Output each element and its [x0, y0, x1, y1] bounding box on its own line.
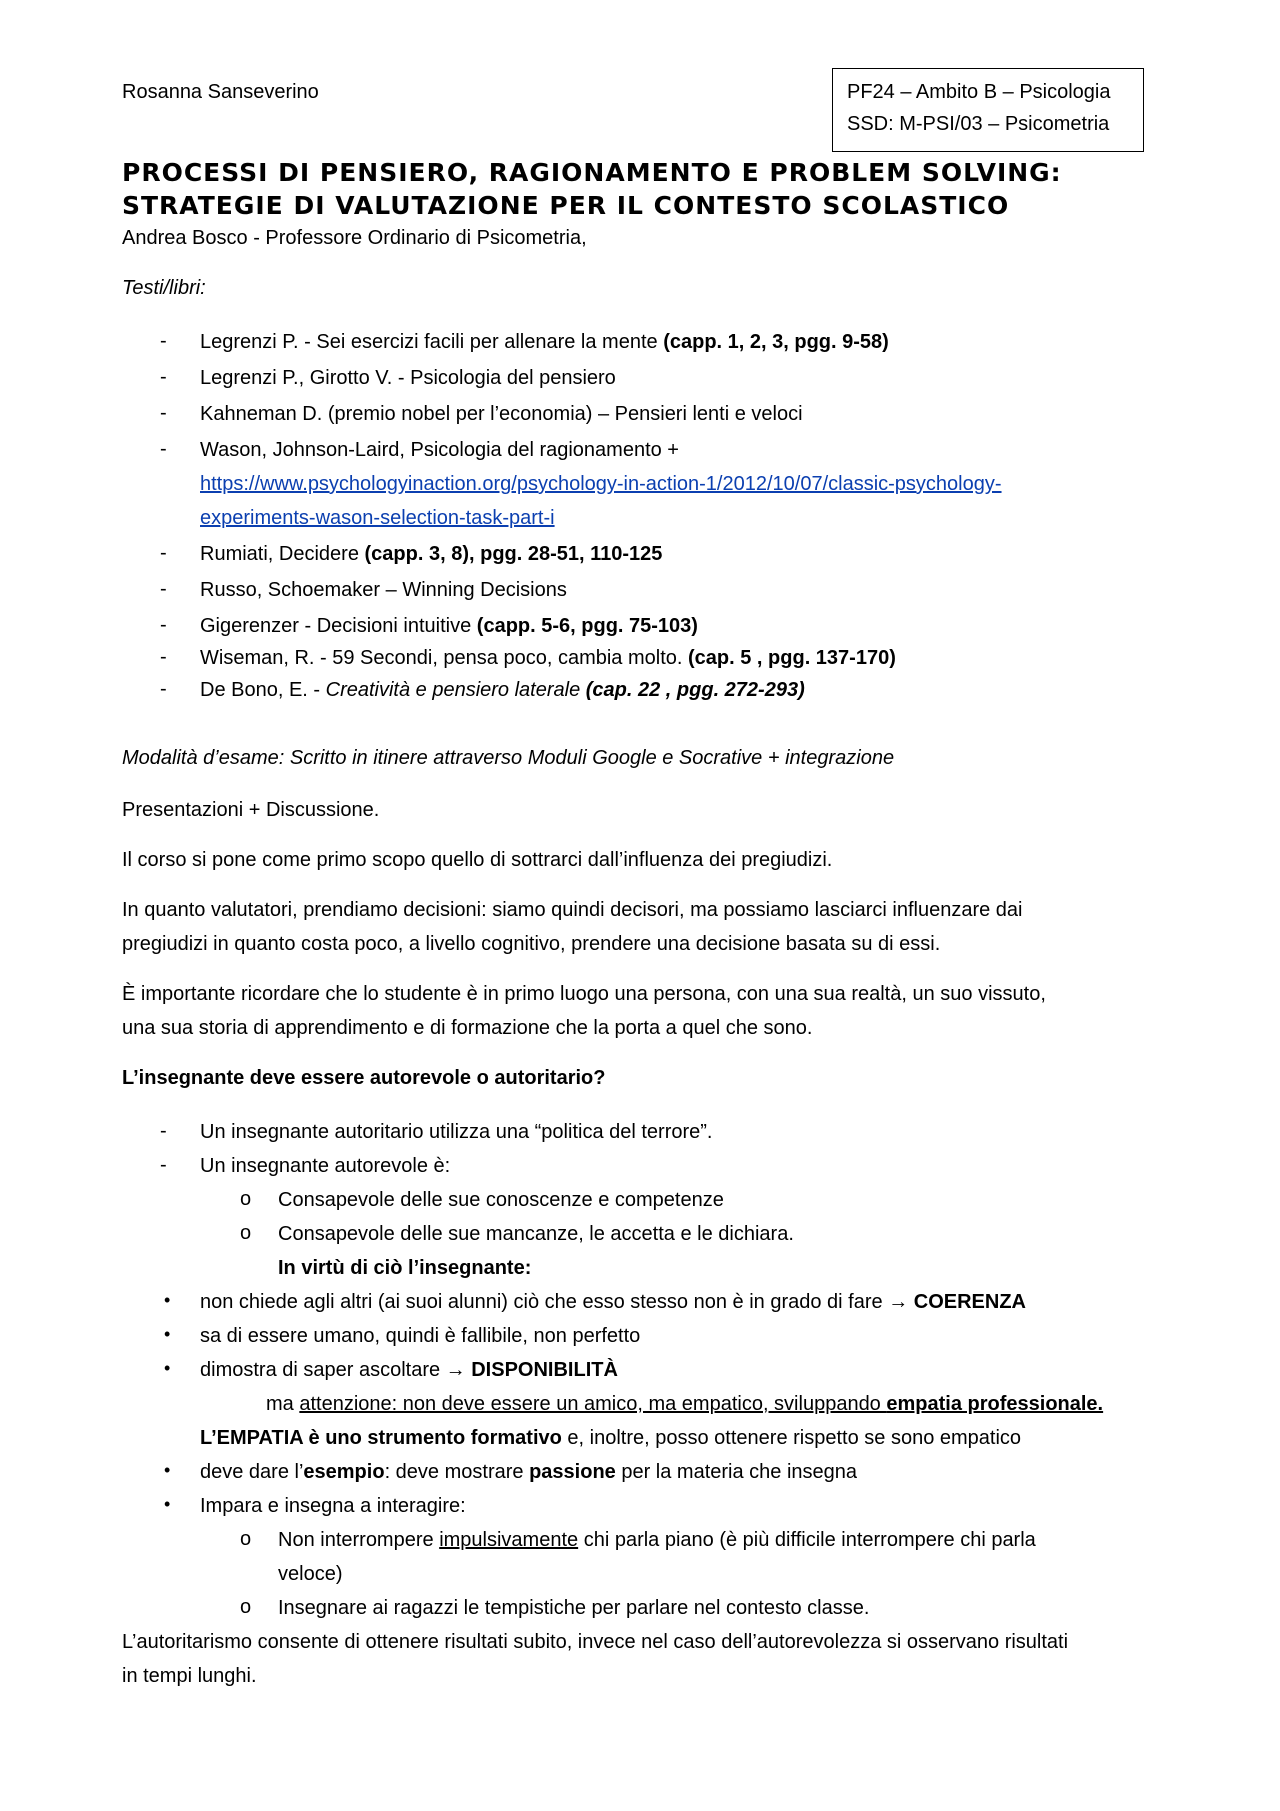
book-item: De Bono, E. - Creatività e pensiero laterale (cap. 22 , pgg. 272-293): [200, 679, 805, 701]
presentations-line: Presentazioni + Discussione.: [122, 799, 380, 821]
list-dash: -: [160, 330, 167, 352]
book-item: Wason, Johnson-Laird, Psicologia del ragionamento +: [200, 439, 679, 461]
title-line-2: STRATEGIE DI VALUTAZIONE PER IL CONTESTO SCOLASTICO: [122, 191, 1010, 220]
list-dash: -: [160, 402, 167, 424]
circle-bullet: o: [240, 1222, 252, 1244]
course-info-box: [832, 68, 1144, 152]
books-heading: Testi/libri:: [122, 277, 206, 299]
interact-sub-item-continued: veloce): [278, 1563, 343, 1585]
student-paragraph-line-2: una sua storia di apprendimento e di formazione che la porta a quel che sono.: [122, 1017, 813, 1039]
circle-bullet: o: [240, 1596, 252, 1618]
dot-bullet: •: [164, 1460, 171, 1480]
teacher-item: Un insegnante autoritario utilizza una “politica del terrore”.: [200, 1121, 713, 1143]
authoritative-sub-item: Consapevole delle sue conoscenze e competenze: [278, 1189, 724, 1211]
book-item: Russo, Schoemaker – Winning Decisions: [200, 579, 567, 601]
list-dash: -: [160, 614, 167, 636]
closing-line-1: L’autoritarismo consente di ottenere risultati subito, invece nel caso dell’autorevolezza si osservano risultati: [122, 1631, 1069, 1653]
wason-link-continued[interactable]: experiments-wason-selection-task-part-i: [200, 507, 555, 529]
virtue-item-example: deve dare l’esempio: deve mostrare passione per la materia che insegna: [200, 1461, 858, 1483]
title-line-1: PROCESSI DI PENSIERO, RAGIONAMENTO E PROBLEM SOLVING:: [122, 158, 1062, 187]
wason-link[interactable]: https://www.psychologyinaction.org/psychology-in-action-1/2012/10/07/classic-psychology-: [200, 473, 1002, 495]
list-dash: -: [160, 542, 167, 564]
list-dash: -: [160, 438, 167, 460]
virtue-item-coherence: non chiede agli altri (ai suoi alunni) ciò che esso stesso non è in grado di fare → COERENZA: [200, 1291, 1026, 1313]
closing-line-2: in tempi lunghi.: [122, 1665, 257, 1687]
interact-sub-item: Non interrompere impulsivamente chi parla piano (è più difficile interrompere chi parla: [278, 1529, 1036, 1551]
book-item: Kahneman D. (premio nobel per l’economia) – Pensieri lenti e veloci: [200, 403, 803, 425]
circle-bullet: o: [240, 1528, 252, 1550]
virtue-heading: In virtù di ciò l’insegnante:: [278, 1257, 532, 1279]
authoritative-sub-item: Consapevole delle sue mancanze, le accetta e le dichiara.: [278, 1223, 794, 1245]
book-item: Wiseman, R. - 59 Secondi, pensa poco, cambia molto. (cap. 5 , pgg. 137-170): [200, 647, 896, 669]
course-aim-paragraph: Il corso si pone come primo scopo quello di sottrarci dall’influenza dei pregiudizi.: [122, 849, 833, 871]
book-item: Rumiati, Decidere (capp. 3, 8), pgg. 28-51, 110-125: [200, 543, 663, 565]
empathy-note: L’EMPATIA è uno strumento formativo e, inoltre, posso ottenere rispetto se sono empatico: [200, 1427, 1022, 1449]
list-dash: -: [160, 1120, 167, 1142]
dot-bullet: •: [164, 1324, 171, 1344]
virtue-item-interact: Impara e insegna a interagire:: [200, 1495, 466, 1517]
arrow-right-icon: →: [445, 1359, 466, 1381]
course-info-line-2: SSD: M-PSI/03 – Psicometria: [847, 113, 1110, 135]
book-item: Gigerenzer - Decisioni intuitive (capp. 5-6, pgg. 75-103): [200, 615, 698, 637]
dot-bullet: •: [164, 1358, 171, 1378]
circle-bullet: o: [240, 1188, 252, 1210]
virtue-item-availability: dimostra di saper ascoltare → DISPONIBILITÀ: [200, 1359, 618, 1381]
dot-bullet: •: [164, 1290, 171, 1310]
teacher-question: L’insegnante deve essere autorevole o autoritario?: [122, 1067, 606, 1089]
course-info-line-1: PF24 – Ambito B – Psicologia: [847, 81, 1111, 103]
exam-mode: Modalità d’esame: Scritto in itinere attraverso Moduli Google e Socrative + integrazione: [122, 747, 895, 769]
list-dash: -: [160, 678, 167, 700]
list-dash: -: [160, 646, 167, 668]
author-name: Rosanna Sanseverino: [122, 81, 319, 103]
list-dash: -: [160, 366, 167, 388]
professor-line: Andrea Bosco - Professore Ordinario di Psicometria,: [122, 227, 587, 249]
interact-sub-item: Insegnare ai ragazzi le tempistiche per parlare nel contesto classe.: [278, 1597, 870, 1619]
book-item: Legrenzi P. - Sei esercizi facili per allenare la mente (capp. 1, 2, 3, pgg. 9-58): [200, 331, 889, 353]
student-paragraph-line-1: È importante ricordare che lo studente è in primo luogo una persona, con una sua realtà, un suo vissuto,: [122, 983, 1046, 1005]
evaluators-paragraph-line-1: In quanto valutatori, prendiamo decisioni: siamo quindi decisori, ma possiamo lasciarci influenzare dai: [122, 899, 1023, 921]
book-item: Legrenzi P., Girotto V. - Psicologia del pensiero: [200, 367, 616, 389]
list-dash: -: [160, 1154, 167, 1176]
virtue-item-fallible: sa di essere umano, quindi è fallibile, non perfetto: [200, 1325, 641, 1347]
evaluators-paragraph-line-2: pregiudizi in quanto costa poco, a livello cognitivo, prendere una decisione basata su di essi.: [122, 933, 941, 955]
attention-note: ma attenzione: non deve essere un amico, ma empatico, sviluppando empatia professionale.: [266, 1393, 1104, 1415]
dot-bullet: •: [164, 1494, 171, 1514]
teacher-item: Un insegnante autorevole è:: [200, 1155, 451, 1177]
list-dash: -: [160, 578, 167, 600]
arrow-right-icon: →: [888, 1291, 909, 1313]
document-title: [122, 156, 1062, 222]
